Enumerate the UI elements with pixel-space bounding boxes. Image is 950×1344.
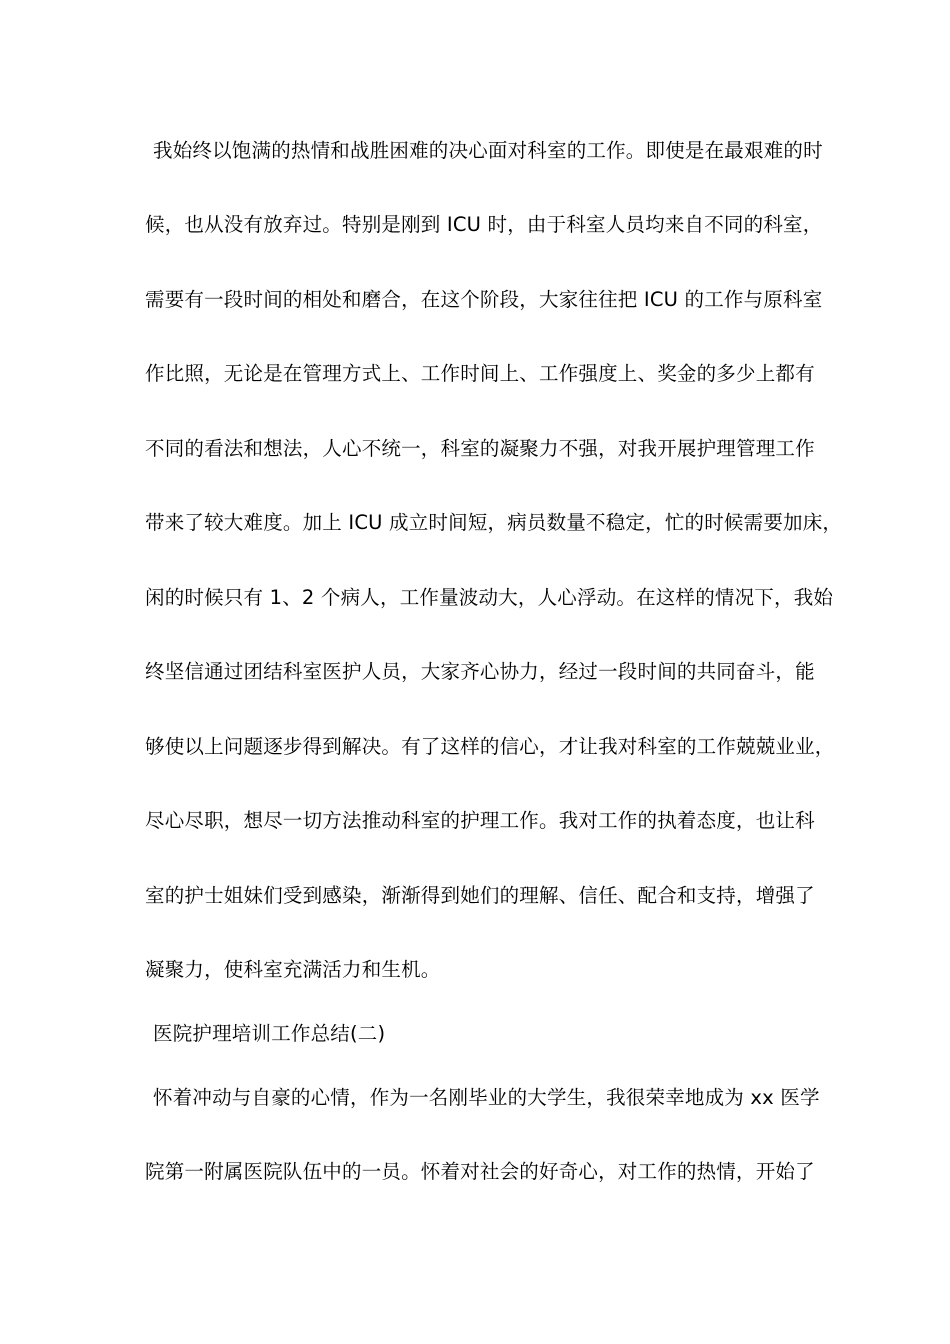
paragraph-2-line-2: 院第一附属医院队伍中的一员。怀着对社会的好奇心，对工作的热情，开始了 bbox=[145, 1160, 815, 1183]
paragraph-1-line-9: 够使以上问题逐步得到解决。有了这样的信心，才让我对科室的工作兢兢业业， bbox=[145, 735, 835, 758]
paragraph-1-line-11: 室的护士姐妹们受到感染，渐渐得到她们的理解、信任、配合和支持，增强了 bbox=[145, 884, 815, 907]
paragraph-1-line-7: 闲的时候只有 1、2 个病人，工作量波动大，人心浮动。在这样的情况下，我始 bbox=[145, 586, 834, 609]
paragraph-1-line-3: 需要有一段时间的相处和磨合，在这个阶段，大家往往把 ICU 的工作与原科室 bbox=[145, 288, 823, 311]
paragraph-1-line-5: 不同的看法和想法，人心不统一，科室的凝聚力不强，对我开展护理管理工作 bbox=[145, 437, 815, 460]
paragraph-1-line-1: 我始终以饱满的热情和战胜困难的决心面对科室的工作。即使是在最艰难的时 bbox=[153, 139, 823, 162]
paragraph-1-line-10: 尽心尽职，想尽一切方法推动科室的护理工作。我对工作的执着态度，也让科 bbox=[145, 809, 815, 832]
paragraph-1-line-2: 候，也从没有放弃过。特别是刚到 ICU 时，由于科室人员均来自不同的科室， bbox=[145, 213, 823, 236]
paragraph-1-line-12: 凝聚力，使科室充满活力和生机。 bbox=[145, 958, 441, 981]
paragraph-1-line-8: 终坚信通过团结科室医护人员，大家齐心协力，经过一段时间的共同奋斗，能 bbox=[145, 660, 815, 683]
paragraph-1-line-4: 作比照，无论是在管理方式上、工作时间上、工作强度上、奖金的多少上都有 bbox=[145, 362, 815, 385]
section-heading: 医院护理培训工作总结(二) bbox=[153, 1022, 386, 1045]
paragraph-2-line-1: 怀着冲动与自豪的心情，作为一名刚毕业的大学生，我很荣幸地成为 xx 医学 bbox=[153, 1086, 820, 1109]
paragraph-1-line-6: 带来了较大难度。加上 ICU 成立时间短，病员数量不稳定，忙的时候需要加床， bbox=[145, 511, 843, 534]
